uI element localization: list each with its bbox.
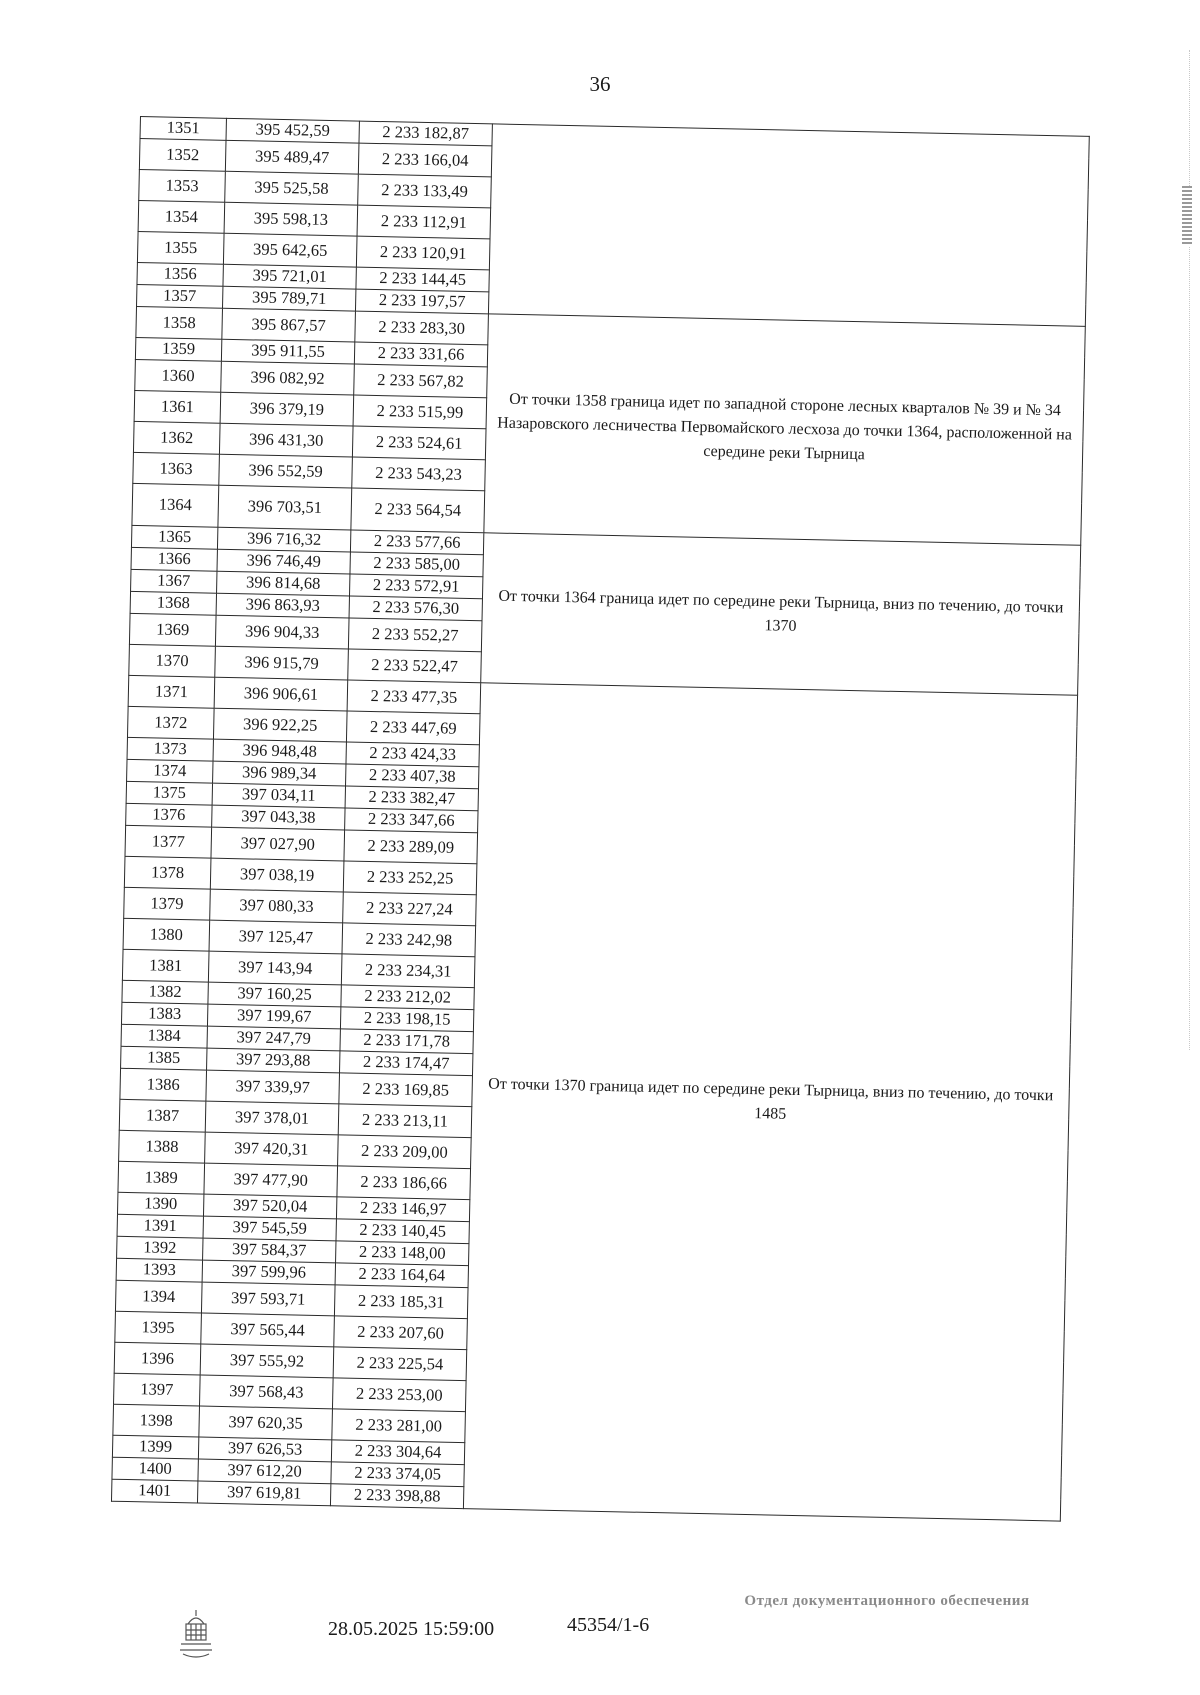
point-number-cell: 1390 [117, 1192, 203, 1216]
y-coordinate-cell: 2 233 197,57 [355, 289, 488, 314]
y-coordinate-cell: 2 233 398,88 [330, 1484, 463, 1509]
y-coordinate-cell: 2 233 182,87 [359, 121, 492, 146]
x-coordinate-cell: 397 027,90 [211, 827, 345, 861]
point-number-cell: 1366 [131, 547, 217, 571]
y-coordinate-cell: 2 233 207,60 [334, 1316, 468, 1350]
point-number-cell: 1373 [127, 737, 213, 761]
point-number-cell: 1365 [131, 525, 217, 549]
x-coordinate-cell: 396 989,34 [213, 761, 346, 786]
point-number-cell: 1374 [127, 759, 213, 783]
x-coordinate-cell: 395 489,47 [225, 140, 359, 174]
x-coordinate-cell: 397 043,38 [212, 805, 345, 830]
x-coordinate-cell: 397 339,97 [206, 1070, 340, 1104]
boundary-description-cell: От точки 1358 граница идет по западной стороне лесных кварталов № 39 и № 34 Назаровского лесничества Первомайского лесхоза до точки 1364, расположенной на середине реки Тырница [484, 314, 1085, 545]
y-coordinate-cell: 2 233 289,09 [344, 830, 478, 864]
x-coordinate-cell: 395 721,01 [223, 264, 356, 289]
y-coordinate-cell: 2 233 382,47 [345, 786, 478, 811]
point-number-cell: 1386 [120, 1068, 207, 1101]
scan-barcode-mark [1182, 186, 1192, 246]
point-number-cell: 1372 [127, 706, 214, 739]
y-coordinate-cell: 2 233 227,24 [343, 892, 477, 926]
y-coordinate-cell: 2 233 564,54 [351, 488, 485, 533]
emblem-icon [176, 1606, 216, 1662]
y-coordinate-cell: 2 233 522,47 [348, 649, 482, 683]
y-coordinate-cell: 2 233 120,91 [356, 236, 490, 270]
x-coordinate-cell: 397 034,11 [212, 783, 345, 808]
point-number-cell: 1387 [119, 1099, 206, 1132]
point-number-cell: 1360 [135, 359, 222, 392]
boundary-description-cell [488, 124, 1089, 326]
x-coordinate-cell: 397 584,37 [203, 1238, 336, 1263]
x-coordinate-cell: 397 477,90 [204, 1163, 338, 1197]
page-number: 36 [589, 72, 611, 96]
footer-datetime: 28.05.2025 15:59:00 [328, 1618, 495, 1640]
x-coordinate-cell: 395 867,57 [222, 308, 356, 342]
point-number-cell: 1400 [112, 1457, 198, 1481]
y-coordinate-cell: 2 233 552,27 [348, 618, 482, 652]
x-coordinate-cell: 396 906,61 [214, 677, 348, 711]
x-coordinate-cell: 397 420,31 [205, 1132, 339, 1166]
y-coordinate-cell: 2 233 225,54 [333, 1347, 467, 1381]
point-number-cell: 1369 [129, 613, 216, 646]
x-coordinate-cell: 396 814,68 [217, 571, 350, 596]
x-coordinate-cell: 396 716,32 [217, 527, 350, 552]
y-coordinate-cell: 2 233 585,00 [350, 552, 483, 577]
point-number-cell: 1393 [116, 1258, 202, 1282]
y-coordinate-cell: 2 233 112,91 [357, 205, 491, 239]
point-number-cell: 1352 [139, 139, 226, 172]
point-number-cell: 1401 [111, 1479, 197, 1503]
x-coordinate-cell: 397 620,35 [199, 1406, 333, 1440]
y-coordinate-cell: 2 233 576,30 [349, 596, 482, 621]
point-number-cell: 1377 [125, 825, 212, 858]
x-coordinate-cell: 397 247,79 [207, 1026, 340, 1051]
y-coordinate-cell: 2 233 242,98 [342, 923, 476, 957]
point-number-cell: 1384 [121, 1024, 207, 1048]
point-number-cell: 1363 [133, 452, 220, 485]
boundary-description-cell: От точки 1370 граница идет по середине реки Тырница, вниз по течению, до точки 1485 [463, 683, 1077, 1521]
x-coordinate-cell: 397 565,44 [201, 1313, 335, 1347]
point-number-cell: 1357 [137, 284, 223, 308]
y-coordinate-cell: 2 233 186,66 [337, 1166, 471, 1200]
coordinates-table [111, 116, 1090, 1522]
boundary-description-cell: От точки 1364 граница идет по середине реки Тырница, вниз по течению, до точки 1370 [481, 533, 1081, 695]
y-coordinate-cell: 2 233 543,23 [352, 457, 486, 491]
x-coordinate-cell: 397 545,59 [203, 1216, 336, 1241]
y-coordinate-cell: 2 233 253,00 [332, 1378, 466, 1412]
point-number-cell: 1361 [134, 390, 221, 423]
point-number-cell: 1395 [115, 1311, 202, 1344]
y-coordinate-cell: 2 233 347,66 [345, 808, 478, 833]
y-coordinate-cell: 2 233 407,38 [346, 764, 479, 789]
y-coordinate-cell: 2 233 174,47 [340, 1051, 473, 1076]
point-number-cell: 1354 [138, 200, 225, 233]
point-number-cell: 1398 [113, 1404, 200, 1437]
x-coordinate-cell: 396 915,79 [215, 646, 349, 680]
y-coordinate-cell: 2 233 477,35 [347, 680, 481, 714]
y-coordinate-cell: 2 233 144,45 [356, 267, 489, 292]
x-coordinate-cell: 397 080,33 [210, 889, 344, 923]
y-coordinate-cell: 2 233 212,02 [341, 985, 474, 1010]
point-number-cell: 1388 [119, 1130, 206, 1163]
y-coordinate-cell: 2 233 133,49 [358, 174, 492, 208]
y-coordinate-cell: 2 233 424,33 [346, 742, 479, 767]
point-number-cell: 1362 [133, 421, 220, 454]
y-coordinate-cell: 2 233 447,69 [346, 711, 480, 745]
point-number-cell: 1353 [139, 169, 226, 202]
department-stamp: Отдел документационного обеспечения [744, 1593, 1030, 1609]
y-coordinate-cell: 2 233 331,66 [354, 342, 487, 367]
y-coordinate-cell: 2 233 234,31 [341, 954, 475, 988]
y-coordinate-cell: 2 233 213,11 [338, 1104, 472, 1138]
y-coordinate-cell: 2 233 198,15 [340, 1007, 473, 1032]
point-number-cell: 1391 [117, 1214, 203, 1238]
y-coordinate-cell: 2 233 524,61 [352, 426, 486, 460]
point-number-cell: 1368 [130, 591, 216, 615]
x-coordinate-cell: 396 082,92 [221, 361, 355, 395]
point-number-cell: 1383 [121, 1002, 207, 1026]
x-coordinate-cell: 396 863,93 [216, 593, 349, 618]
y-coordinate-cell: 2 233 572,91 [349, 574, 482, 599]
x-coordinate-cell: 397 038,19 [210, 858, 344, 892]
y-coordinate-cell: 2 233 140,45 [336, 1219, 469, 1244]
x-coordinate-cell: 396 948,48 [213, 739, 346, 764]
y-coordinate-cell: 2 233 283,30 [355, 311, 489, 345]
y-coordinate-cell: 2 233 146,97 [336, 1197, 469, 1222]
x-coordinate-cell: 395 525,58 [225, 171, 359, 205]
y-coordinate-cell: 2 233 281,00 [332, 1409, 466, 1443]
y-coordinate-cell: 2 233 148,00 [336, 1241, 469, 1266]
y-coordinate-cell: 2 233 185,31 [334, 1285, 468, 1319]
x-coordinate-cell: 397 378,01 [205, 1101, 339, 1135]
y-coordinate-cell: 2 233 209,00 [338, 1135, 472, 1169]
x-coordinate-cell: 395 452,59 [226, 118, 359, 143]
point-number-cell: 1379 [124, 887, 211, 920]
point-number-cell: 1399 [112, 1435, 198, 1459]
x-coordinate-cell: 397 568,43 [199, 1375, 333, 1409]
x-coordinate-cell: 397 160,25 [208, 982, 341, 1007]
y-coordinate-cell: 2 233 515,99 [353, 395, 487, 429]
x-coordinate-cell: 397 520,04 [203, 1194, 336, 1219]
point-number-cell: 1380 [123, 918, 210, 951]
x-coordinate-cell: 397 599,96 [202, 1260, 335, 1285]
point-number-cell: 1375 [126, 781, 212, 805]
x-coordinate-cell: 395 911,55 [221, 339, 354, 364]
point-number-cell: 1394 [115, 1280, 202, 1313]
y-coordinate-cell: 2 233 171,78 [340, 1029, 473, 1054]
y-coordinate-cell: 2 233 577,66 [350, 530, 483, 555]
x-coordinate-cell: 396 746,49 [217, 549, 350, 574]
point-number-cell: 1358 [136, 306, 223, 339]
point-number-cell: 1364 [132, 483, 219, 527]
point-number-cell: 1371 [128, 675, 215, 708]
point-number-cell: 1351 [140, 117, 226, 141]
y-coordinate-cell: 2 233 304,64 [331, 1440, 464, 1465]
point-number-cell: 1355 [137, 231, 224, 264]
x-coordinate-cell: 395 598,13 [224, 202, 358, 236]
point-number-cell: 1359 [135, 337, 221, 361]
y-coordinate-cell: 2 233 252,25 [343, 861, 477, 895]
y-coordinate-cell: 2 233 166,04 [358, 143, 492, 177]
footer-document-number: 45354/1-6 [567, 1614, 650, 1636]
x-coordinate-cell: 397 555,92 [200, 1344, 334, 1378]
point-number-cell: 1367 [131, 569, 217, 593]
point-number-cell: 1392 [117, 1236, 203, 1260]
x-coordinate-cell: 395 789,71 [222, 286, 355, 311]
x-coordinate-cell: 397 199,67 [207, 1004, 340, 1029]
y-coordinate-cell: 2 233 164,64 [335, 1263, 468, 1288]
x-coordinate-cell: 396 703,51 [218, 485, 352, 530]
x-coordinate-cell: 396 552,59 [219, 454, 353, 488]
x-coordinate-cell: 396 904,33 [215, 615, 349, 649]
point-number-cell: 1397 [114, 1373, 201, 1406]
point-number-cell: 1376 [126, 803, 212, 827]
point-number-cell: 1378 [124, 856, 211, 889]
point-number-cell: 1389 [118, 1161, 205, 1194]
y-coordinate-cell: 2 233 169,85 [339, 1073, 473, 1107]
x-coordinate-cell: 397 143,94 [208, 951, 342, 985]
point-number-cell: 1385 [121, 1046, 207, 1070]
point-number-cell: 1381 [122, 949, 209, 982]
x-coordinate-cell: 397 593,71 [201, 1282, 335, 1316]
x-coordinate-cell: 396 431,30 [219, 423, 353, 457]
x-coordinate-cell: 397 626,53 [198, 1437, 331, 1462]
point-number-cell: 1396 [114, 1342, 201, 1375]
y-coordinate-cell: 2 233 374,05 [331, 1462, 464, 1487]
x-coordinate-cell: 396 379,19 [220, 392, 354, 426]
x-coordinate-cell: 397 619,81 [197, 1481, 330, 1506]
y-coordinate-cell: 2 233 567,82 [354, 364, 488, 398]
point-number-cell: 1370 [129, 644, 216, 677]
x-coordinate-cell: 397 612,20 [198, 1459, 331, 1484]
x-coordinate-cell: 397 125,47 [209, 920, 343, 954]
point-number-cell: 1356 [137, 262, 223, 286]
x-coordinate-cell: 396 922,25 [213, 708, 347, 742]
x-coordinate-cell: 397 293,88 [207, 1048, 340, 1073]
x-coordinate-cell: 395 642,65 [223, 233, 357, 267]
point-number-cell: 1382 [122, 980, 208, 1004]
